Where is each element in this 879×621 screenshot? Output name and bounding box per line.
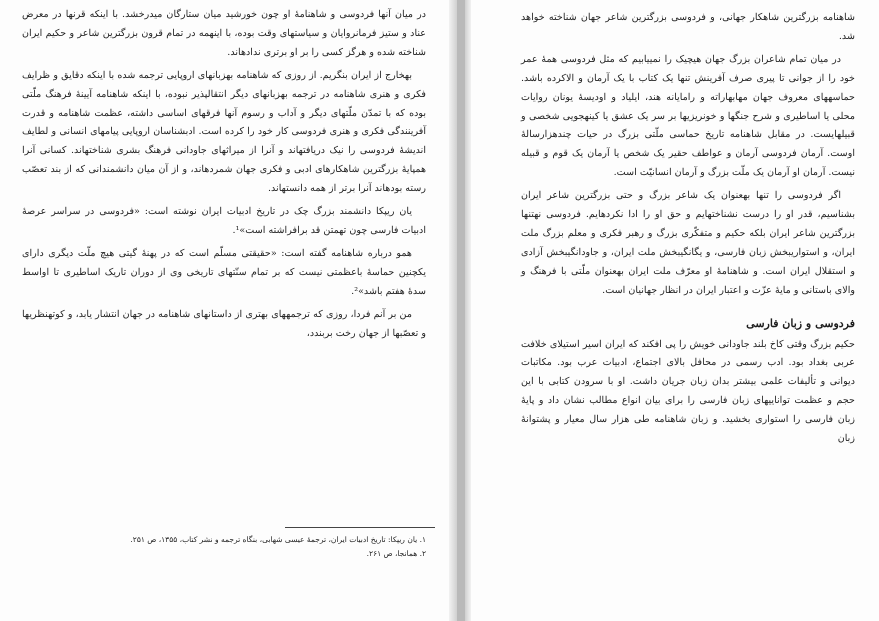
paragraph: در میان آنها فردوسی و شاهنامهٔ او چون خورشید میان ستارگان میدرخشد. با اینکه قرنها در معرض عناد و ستیز فرمانروایان و سیاستهای وقت بوده، با اینهمه در تمام قرون بزرگترین شاعر و حکیم ایران شناخته شده و هرگز کسی را بر او برتری ندادهاند. (22, 9, 426, 58)
paragraph: بهخارج از ایران بنگریم. از روزی که شاهنامه بهزبانهای اروپایی ترجمه شده با اینکه دقایق و ظرایف فکری و هنری شاهنامه در ترجمه بهزبانهای دیگر انتقالپذیر نبوده، با اینکه شاهنامه آیینهٔ فرهنگ ملّتی بوده که با تمدّن ملّتهای دیگر و آداب و رسوم آنها فرقهای اساسی داشته، عظمت شاهنامه و قدرت آفرینندگی فکری و هنری فردوسی کار خود را کرده است. ادبشناسان اروپایی پیامهای انسانی و لطایف اندیشهٔ فردوسی را نیک دریافتهاند و آنرا از میراثهای جاودانی فرهنگ بشری شناختهاند. کسانی آنرا همپایهٔ بزرگترین شاهکارهای ادبی و فکری جهان شمردهاند، و از آن میان دانشمندانی که از بند تعصّب رسته بودهاند آنرا برتر از همه دانستهاند. (22, 69, 426, 195)
paragraph: در میان تمام شاعران بزرگ جهان هیچیک را نمییابیم که مثل فردوسی همهٔ عمر خود را از جوانی تا پیری صرف آفرینش تنها یک کتاب با یک آرمان و الاکرده باشد. حماسههای معروف جهان مهابهاراته و رامایانه هند، ایلیاد و اودیسهٔ یونان روایات محلی یا اساطیری و شرح جنگها و خونریزیها بر سر یک عشق یا کینهجویی شخصی و قبیلهایست. در مقابل شاهنامه تاریخ حماسی ملّتی بزرگ در حیات چندهزارسالهٔ اوست. آرمان فردوسی آرمان و عواطف حقیر یک شخص یا آرمان یک قوم و قبیله نیست. آرمان او آرمان یک ملّت بزرگ و آرمان انسانیّت است. (521, 53, 855, 179)
page-gutter-shadow (465, 0, 471, 621)
footnote: ۲. همانجا، ص ۲۶۱. (366, 549, 426, 558)
footnote: ۱. یان ریپکا: تاریخ ادبیات ایران، ترجمهٔ عیسی شهابی، بنگاه ترجمه و نشر کتاب، ۱۳۵۵، ص ۲۵۱. (130, 535, 426, 544)
right-page (465, 0, 879, 621)
right-page-text (521, 9, 855, 453)
paragraph: یان ریپکا دانشمند بزرگ چک در تاریخ ادبیات ایران نوشته است: «فردوسی در سراسر عرصهٔ ادبیات فارسی چون تهمتن قد برافراشته است»¹. (22, 206, 426, 236)
paragraph: شاهنامه بزرگترین شاهکار جهانی، و فردوسی بزرگترین شاعر جهان شناخته خواهد شد. (521, 12, 855, 42)
left-page-text (22, 6, 426, 347)
paragraph: همو درباره شاهنامه گفته است: «حقیقتی مسلّم است که در پهنهٔ گیتی هیچ ملّت دیگری دارای یکچنین حماسهٔ باعظمتی نیست که بر تمام سنّتهای تاریخی وی از دوران تاریک اساطیری تا اواسط سدهٔ هفتم باشد»². (22, 247, 426, 297)
footnotes (22, 533, 426, 561)
paragraph: اگر فردوسی را تنها بهعنوان یک شاعر بزرگ و حتی بزرگترین شاعر ایران بشناسیم، قدر او را درست نشناختهایم و حق او را ادا نکردهایم. فردوسی نهتنها بزرگترین شاعر ایران بلکه حکیم و متفکّری بزرگ و رهبر فکری و معلم بزرگ ملت ایران، و استواریبخش زبان فارسی، و یگانگیبخش ملت ایران، و جاودانگیبخش آزادی و استقلال ایران است. و شاهنامهٔ او معرّف ملت ایران بهعنوان ملّتی با فرهنگ و والای باستانی و مایهٔ عزّت و اعتبار ایران در انظار جهانیان است. (521, 190, 855, 296)
paragraph: حکیم بزرگ وقتی کاخ بلند جاودانی خویش را پی افکند که ایران اسیر استیلای خلافت عربی بغداد بود. ادب رسمی در محافل بالای اجتماع، ادبیات عرب بود. مکاتبات دیوانی و تألیفات علمی بیشتر بدان زبان جریان داشت. او با سرودن کتابی با این حجم و عظمت تواناییهای زبان فارسی را برای بیان انواع مطالب نشان داد و پایهٔ زبان فارسی را استواری بخشید. و زبان شاهنامه طی هزار سال معیار و پشتوانهٔ زبان (521, 338, 855, 445)
section-heading: فردوسی و زبان فارسی (746, 316, 855, 330)
footnote-rule (285, 527, 435, 528)
paragraph: من بر آنم فردا، روزی که ترجمههای بهتری از داستانهای شاهنامه در جهان انتشار یابد، و کوتهنظریها و تعصّبها از جهان رخت بربندد، (22, 308, 426, 339)
page-gutter-shadow (449, 0, 457, 621)
